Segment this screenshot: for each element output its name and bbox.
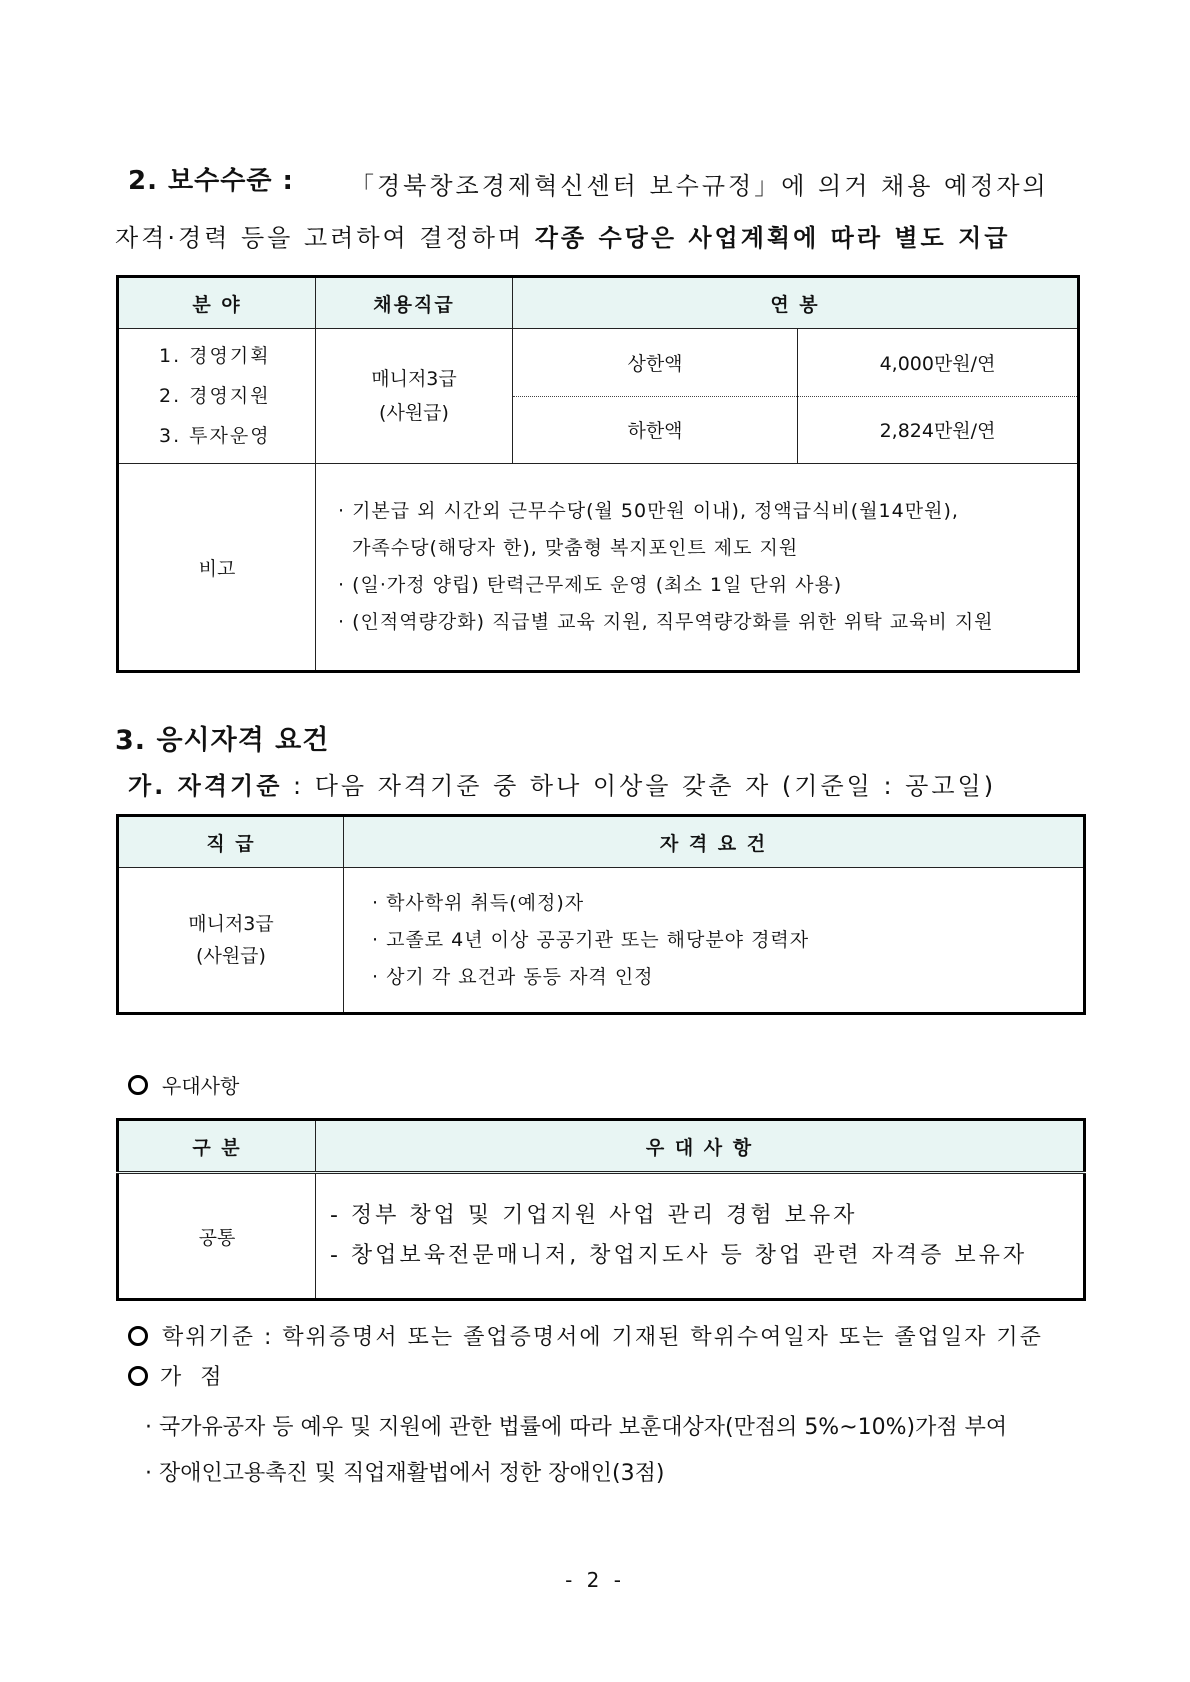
preference-item: - 창업보육전문매니저, 창업지도사 등 창업 관련 자격증 보유자 bbox=[330, 1243, 1028, 1268]
note-list bbox=[316, 464, 1079, 672]
degree-note bbox=[128, 1320, 1043, 1351]
circle-bullet-icon bbox=[128, 1075, 148, 1095]
header-salary: 연 봉 bbox=[513, 277, 1079, 329]
field-list bbox=[118, 329, 316, 464]
header-preference: 우 대 사 항 bbox=[316, 1120, 1085, 1173]
circle-bullet-icon bbox=[128, 1366, 148, 1386]
preference-item: - 정부 창업 및 기업지원 사업 관리 경험 보유자 bbox=[330, 1203, 858, 1228]
bonus-item: · 장애인고용촉진 및 직업재활법에서 정한 장애인(3점) bbox=[145, 1461, 665, 1486]
page-number: - 2 - bbox=[565, 1568, 625, 1592]
preference-list bbox=[316, 1173, 1085, 1300]
note-item: 가족수당(해당자 한), 맞춤형 복지포인트 제도 지원 bbox=[338, 537, 799, 559]
preference-title bbox=[128, 1070, 239, 1099]
grade-cell bbox=[118, 868, 344, 1014]
field-item: 1. 경영기획 bbox=[159, 345, 271, 367]
grade-line2: (사원급) bbox=[196, 945, 266, 967]
note-item: · (인적역량강화) 직급별 교육 지원, 직무역량강화를 위한 위탁 교육비 지원 bbox=[338, 611, 994, 633]
bonus-title bbox=[128, 1360, 228, 1391]
field-item: 3. 투자운영 bbox=[159, 425, 271, 447]
requirement-item: · 학사학위 취득(예정)자 bbox=[372, 891, 585, 914]
circle-bullet-icon bbox=[128, 1326, 148, 1346]
section2-intro: 「경북창조경제혁신센터 보수규정」에 의거 채용 예정자의 bbox=[350, 172, 1049, 200]
header-requirements: 자 격 요 건 bbox=[344, 816, 1085, 868]
lower-label: 하한액 bbox=[513, 396, 798, 464]
sub-text: : 다음 자격기준 중 하나 이상을 갖춘 자 (기준일 : 공고일) bbox=[282, 772, 997, 800]
note-item: · 기본급 외 시간외 근무수당(월 50만원 이내), 정액급식비(월14만원), bbox=[338, 500, 959, 522]
sub-bold: 가. 자격기준 bbox=[128, 772, 283, 800]
preference-title-text: 우대사항 bbox=[162, 1074, 240, 1098]
requirement-list bbox=[344, 868, 1085, 1014]
salary-table bbox=[116, 275, 1080, 673]
section2-heading: 2. 보수수준 : bbox=[128, 166, 294, 196]
header-grade: 직 급 bbox=[118, 816, 344, 868]
bonus-title-text: 가 점 bbox=[160, 1365, 228, 1390]
grade-line1: 매니저3급 bbox=[188, 913, 274, 935]
section3-subheading bbox=[128, 766, 996, 801]
section2-line2-bold: 각종 수당은 사업계획에 따라 별도 지급 bbox=[534, 224, 1011, 252]
note-label: 비고 bbox=[118, 464, 316, 672]
grade-cell bbox=[316, 329, 513, 464]
upper-value: 4,000만원/연 bbox=[798, 329, 1079, 397]
header-grade: 채용직급 bbox=[316, 277, 513, 329]
grade-line2: (사원급) bbox=[379, 402, 449, 424]
upper-label: 상한액 bbox=[513, 329, 798, 397]
degree-note-text: 학위기준 : 학위증명서 또는 졸업증명서에 기재된 학위수여일자 또는 졸업일자 기준 bbox=[162, 1325, 1043, 1350]
requirement-item: · 고졸로 4년 이상 공공기관 또는 해당분야 경력자 bbox=[372, 928, 810, 951]
field-item: 2. 경영지원 bbox=[159, 385, 271, 407]
preference-table bbox=[116, 1118, 1086, 1301]
qualification-table bbox=[116, 814, 1086, 1015]
section2-line2-plain: 자격·경력 등을 고려하여 결정하며 bbox=[115, 224, 535, 252]
header-category: 구 분 bbox=[118, 1120, 316, 1173]
header-field: 분 야 bbox=[118, 277, 316, 329]
section2-line2 bbox=[115, 218, 1010, 253]
section3-heading: 3. 응시자격 요건 bbox=[115, 725, 330, 756]
lower-value: 2,824만원/연 bbox=[798, 396, 1079, 464]
bonus-item: · 국가유공자 등 예우 및 지원에 관한 법률에 따라 보훈대상자(만점의 5%~10%)가점 부여 bbox=[145, 1415, 1008, 1440]
category-cell: 공통 bbox=[118, 1173, 316, 1300]
note-item: · (일·가정 양립) 탄력근무제도 운영 (최소 1일 단위 사용) bbox=[338, 574, 843, 596]
grade-line1: 매니저3급 bbox=[371, 368, 457, 390]
requirement-item: · 상기 각 요건과 동등 자격 인정 bbox=[372, 965, 654, 988]
